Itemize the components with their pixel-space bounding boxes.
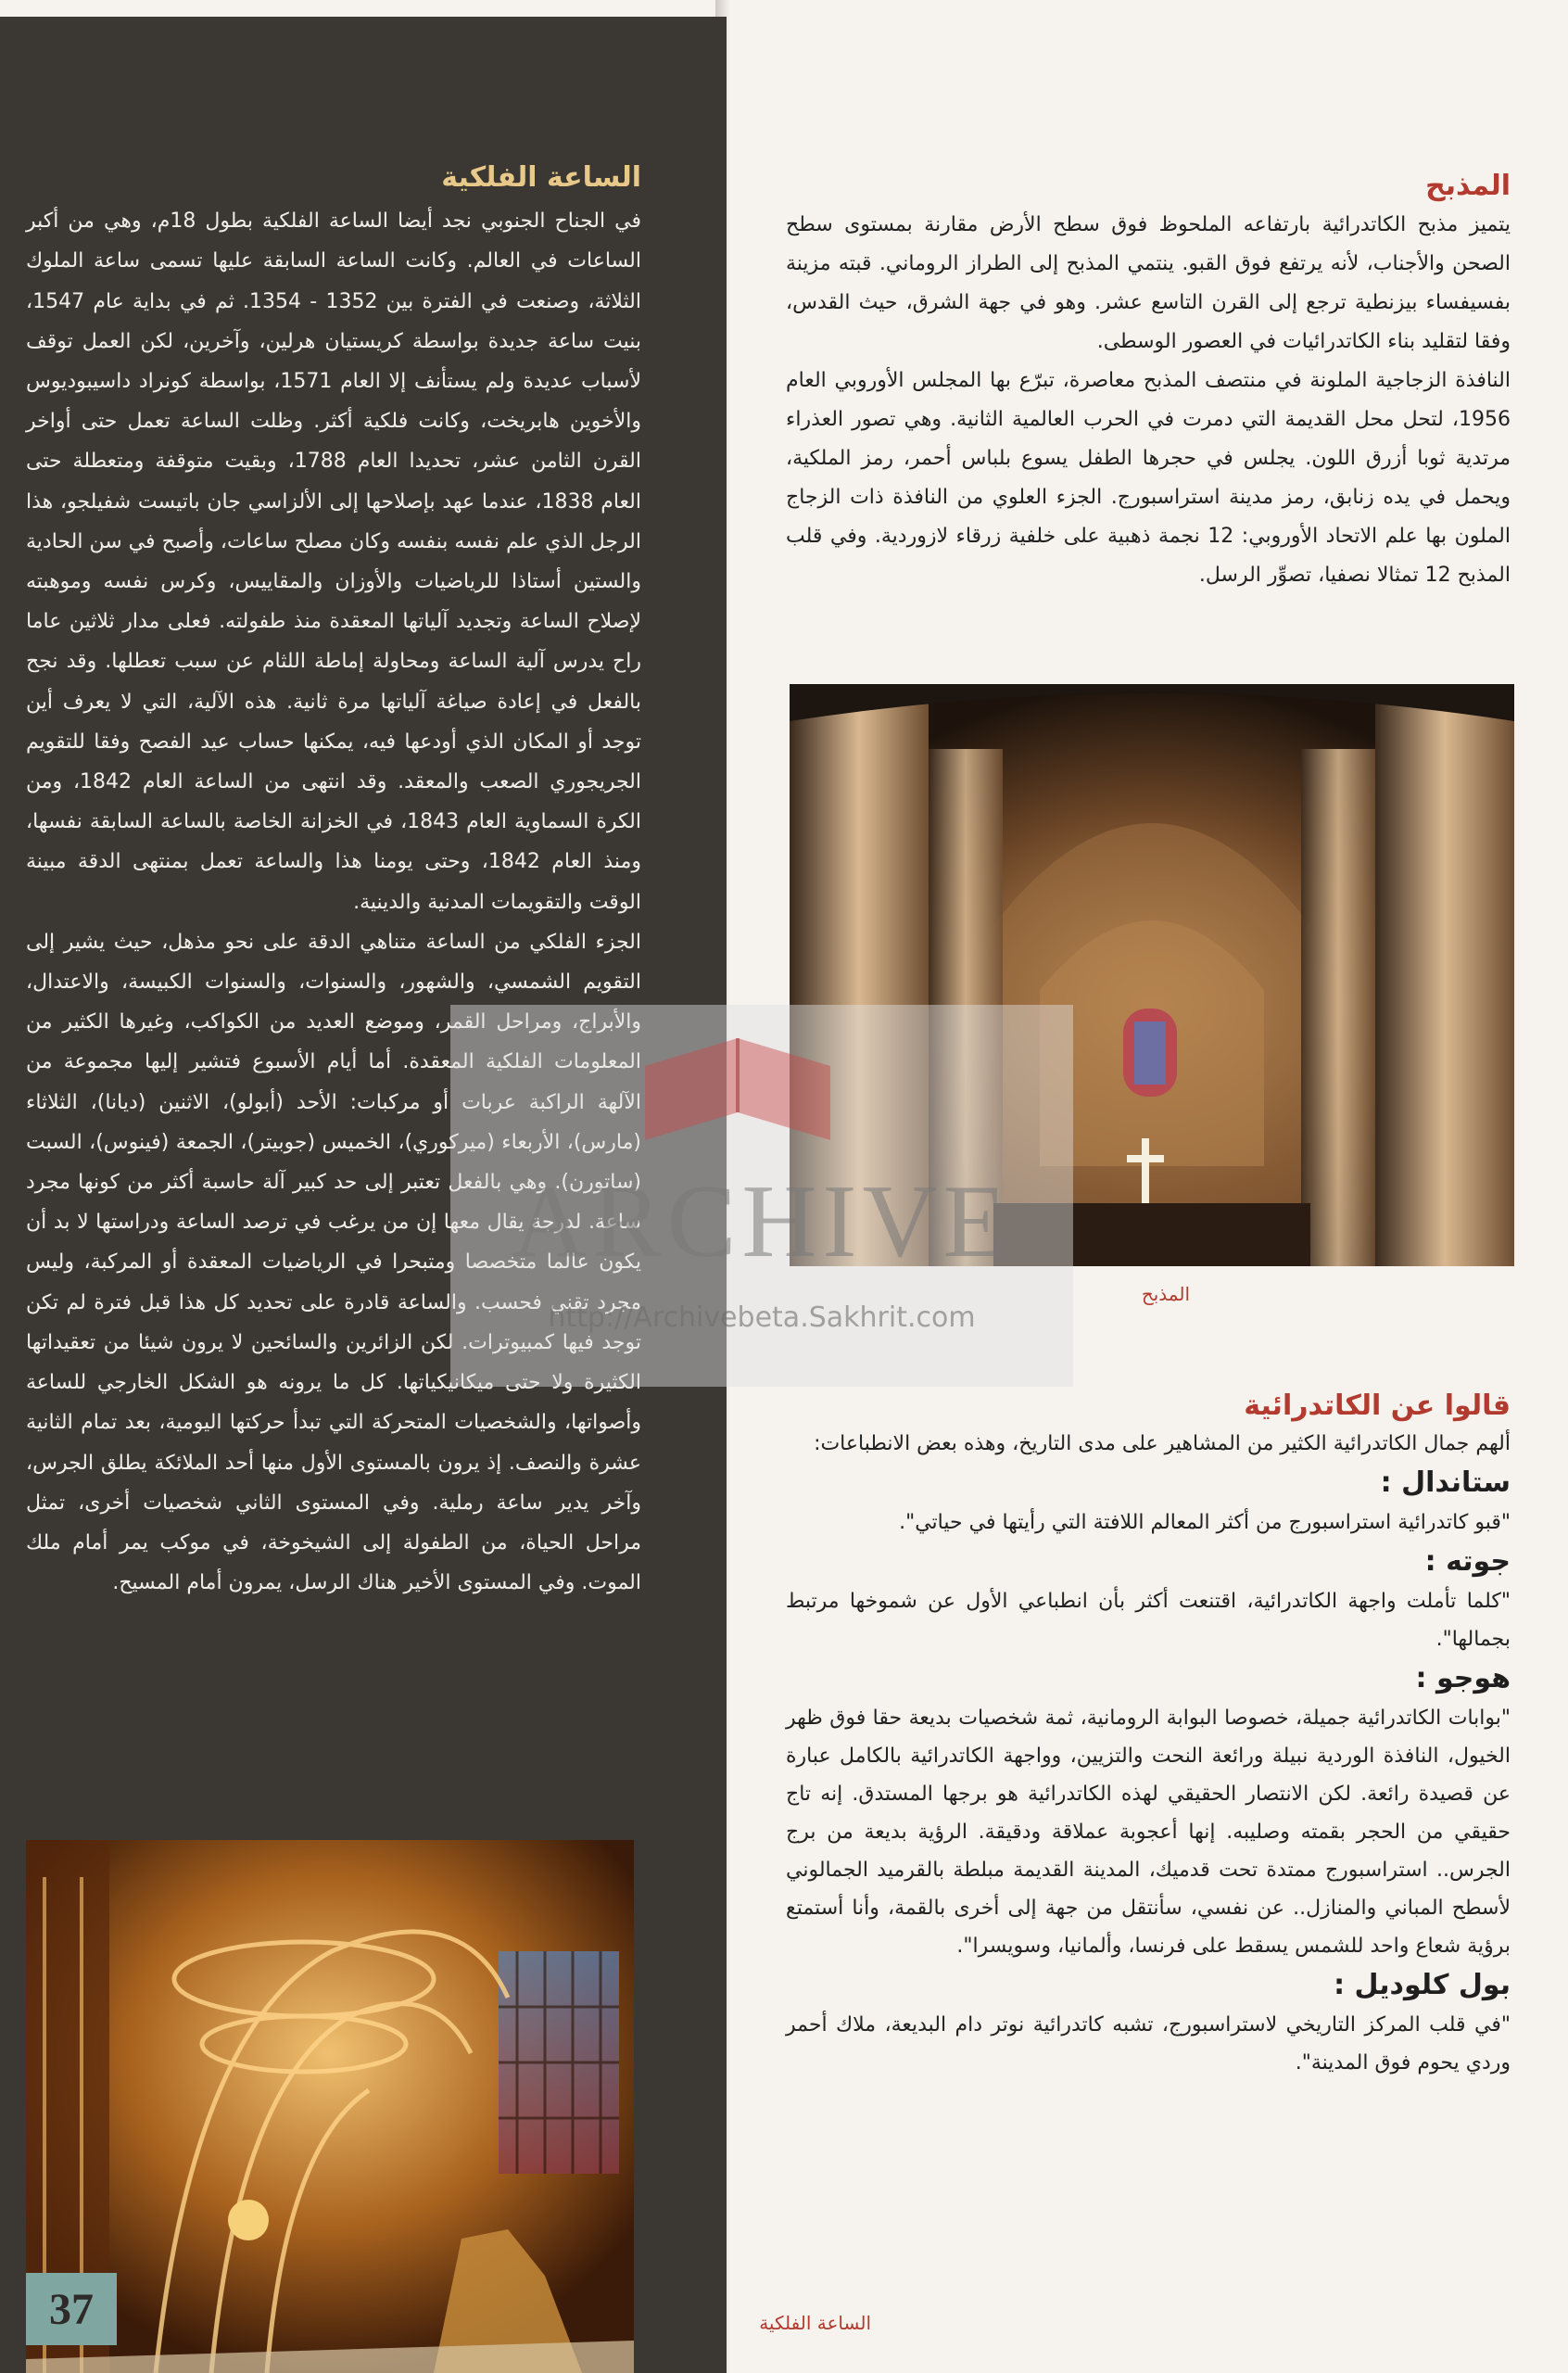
quotes-section xyxy=(786,1387,1511,2082)
clock-illustration xyxy=(26,1840,634,2373)
book-icon xyxy=(636,1038,840,1149)
quote-text: "كلما تأملت واجهة الكاتدرائية، اقتنعت أكثر بأن انطباعي الأول عن شموخها مرتبط بجمالها". xyxy=(786,1590,1511,1651)
quote-speaker: ستاندال : xyxy=(1380,1466,1511,1499)
quote-text: "بوابات الكاتدرائية جميلة، خصوصا البوابة الرومانية، ثمة شخصيات بديعة حقا فوق ظهر الخيول، النافذة الوردية نبيلة ورائعة النحت والتزيين، وواجهة الكاتدرائية بالكامل عبارة عن قصيدة رائعة. لكن الانتصار الحقيقي لهذه الكاتدرائية هو برجها المستدق. إنه تاج حقيقي من الحجر بقمته وصليبه. إنها أعجوبة عملاقة ودقيقة. الرؤية بديعة من برج الجرس.. استراسبورج ممتدة تحت قدميك، المدينة القديمة مبلطة بالقرميد الجمالوني لأسطح المباني والمنازل.. عن نفسي، سأنتقل من جهة إلى أخرى بالقمة، وأنا أستمتع برؤية شعاع واحد للشمس يسقط على فرنسا، وألمانيا، وسويسرا". xyxy=(786,1707,1511,1958)
altar-title: المذبح xyxy=(1425,170,1511,202)
article-paragraph: النافذة الزجاجية الملونة في منتصف المذبح معاصرة، تبرّع بها المجلس الأوروبي العام 1956، لتحل محل القديمة التي دمرت في الحرب العالمية الثانية. وهي تصور العذراء مرتدية ثوبا أزرق اللون. يجلس في حجرها الطفل يسوع بلباس أحمر، رمز الملكية، ويحمل في يده زنابق، رمز مدينة استراسبورج. الجزء العلوي من النافذة ذات الزجاج الملون بها علم الاتحاد الأوروبي: 12 نجمة ذهبية على خلفية زرقاء لازوردية. وفي قلب المذبح 12 تمثالا نصفيا، تصوِّر الرسل. xyxy=(786,369,1511,587)
altar-photo-caption: المذبح xyxy=(1141,1283,1190,1305)
article-paragraph: يتميز مذبح الكاتدرائية بارتفاعه الملحوظ فوق سطح الأرض مقارنة بمستوى سطح الصحن والأجناب، لأنه يرتفع فوق القبو. ينتمي المذبح إلى الطراز الروماني. قبته مزينة بفسيفساء بيزنطية ترجع إلى القرن التاسع عشر. وهو في جهة الشرق، حيث القدس، وفقا لتقليد بناء الكاتدرائيات في العصور الوسطى. xyxy=(786,213,1511,353)
quote-text: "في قلب المركز التاريخي لاستراسبورج، تشبه كاتدرائية نوتر دام البديعة، ملاك أحمر وردي يحوم فوق المدينة". xyxy=(786,2013,1511,2075)
article-paragraph: الجزء الفلكي من الساعة متناهي الدقة على نحو مذهل، حيث يشير إلى التقويم الشمسي، والشهور، والسنوات، والسنوات الكبيسة، والاعتدال، والأبراج، ومراحل القمر، وموضع العديد من الكواكب، وغيرها الكثير من المعلومات الفلكية المعقدة. أما أيام الأسبوع فتشير إليها مجموعة من الآلهة الراكبة عربات أو مركبات: الأحد (أبولو)، الاثنين (ديانا)، الثلاثاء (مارس)، الأربعاء (ميركوري)، الخميس (جوبيتر)، الجمعة (فينوس)، السبت (ساتورن). وهي بالفعل تعتبر إلى حد كبير آلة حاسبة أكثر من كونها مجرد ساعة. لدرجة يقال معها إن من يرغب في ترصد الساعة ودراستها لا بد أن يكون عالما متخصصا ومتبحرا في الرياضيات المعقدة أو المركبة، وليس مجرد تقني فحسب. والساعة قادرة على تحديد كل هذا قبل فترة لم تكن توجد فيها كمبيوترات. لكن الزائرين والسائحين لا يرون شيئا من تعقيداتها الكثيرة ولا حتى ميكانيكياتها. كل ما يرونه هو الشكل الخارجي للساعة وأصواتها، والشخصيات المتحركة التي تبدأ حركتها اليومية، بعد تمام الثانية عشرة والنصف. إذ يرون بالمستوى الأول منها أحد الملائكة يطلق الجرس، وآخر يدير ساعة رملية. وفي المستوى الثاني شخصيات أخرى، تمثل مراحل الحياة، من الطفولة إلى الشيخوخة، في موكب يمر أمام ملك الموت. وفي المستوى الأخير هناك الرسل، يمرون أمام المسيح. xyxy=(26,930,641,1595)
quote-text: "قبو كاتدرائية استراسبورج من أكثر المعالم اللافتة التي رأيتها في حياتي". xyxy=(899,1511,1511,1534)
astronomical-clock-title: الساعة الفلكية xyxy=(441,161,641,194)
quote-speaker: جوته : xyxy=(1424,1545,1511,1578)
quote-speaker: هوجو : xyxy=(1415,1662,1511,1694)
archive-watermark xyxy=(450,1005,1073,1387)
astronomical-clock-photo xyxy=(26,1840,634,2373)
article-paragraph: في الجناح الجنوبي نجد أيضا الساعة الفلكية بطول 18م، وهي من أكبر الساعات في العالم. وكانت الساعة السابقة عليها تسمى ساعة الملوك الثلاثة، وصنعت في الفترة بين 1352 - 1354. ثم في بداية عام 1547، بنيت ساعة جديدة بواسطة كريستيان هرلين، وآخرين، لكن العمل توقف لأسباب عديدة ولم يستأنف إلا العام 1571، بواسطة كونراد داسيبوديوس والأخوين هابريخت، وكانت فلكية أكثر. وظلت الساعة تعمل حتى أواخر القرن الثامن عشر، تحديدا العام 1788، وبقيت متوقفة ومتعطلة حتى العام 1838، عندما عهد بإصلاحها إلى الألزاسي جان باتيست شفيلجو، هذا الرجل الذي علم نفسه بنفسه وكان مصلح ساعات، وأصبح في سن الحادية والستين أستاذا للرياضيات والأوزان والمقاييس، وكرس نفسه وموهبته لإصلاح الساعة وتجديد آلياتها المعقدة منذ طفولته. فعلى مدار ثلاثين عاما راح يدرس آلية الساعة ومحاولة إماطة اللثام عن سبب تعطلها. وقد نجح بالفعل في إعادة صياغة آلياتها مرة ثانية. هذه الآلية، التي لا يعرف أين توجد أو المكان الذي أودعها فيه، يمكنها حساب عيد الفصح وفقا للتقويم الجريجوري الصعب والمعقد. وقد انتهى من الساعة العام 1842، ومن الكرة السماوية العام 1843، في الخزانة الخاصة بالساعة السابقة نفسها، ومنذ العام 1842، وحتى يومنا هذا والساعة تعمل بمنتهى الدقة مبينة الوقت والتقويمات المدنية والدينية. xyxy=(26,209,642,914)
watermark-text: ARCHIVE xyxy=(512,1164,1012,1279)
running-footer: الساعة الفلكية xyxy=(759,2312,871,2334)
altar-article xyxy=(786,167,1511,595)
quotes-title: قالوا عن الكاتدرائية xyxy=(1244,1390,1511,1422)
watermark-url: http://Archivebeta.Sakhrit.com xyxy=(548,1301,976,1334)
quote-speaker: بول كلوديل : xyxy=(1334,1969,1511,2001)
quotes-intro: ألهم جمال الكاتدرائية الكثير من المشاهير على مدى التاريخ، وهذه بعض الانطباعات: xyxy=(814,1432,1511,1455)
page-number: 37 xyxy=(26,2273,117,2345)
